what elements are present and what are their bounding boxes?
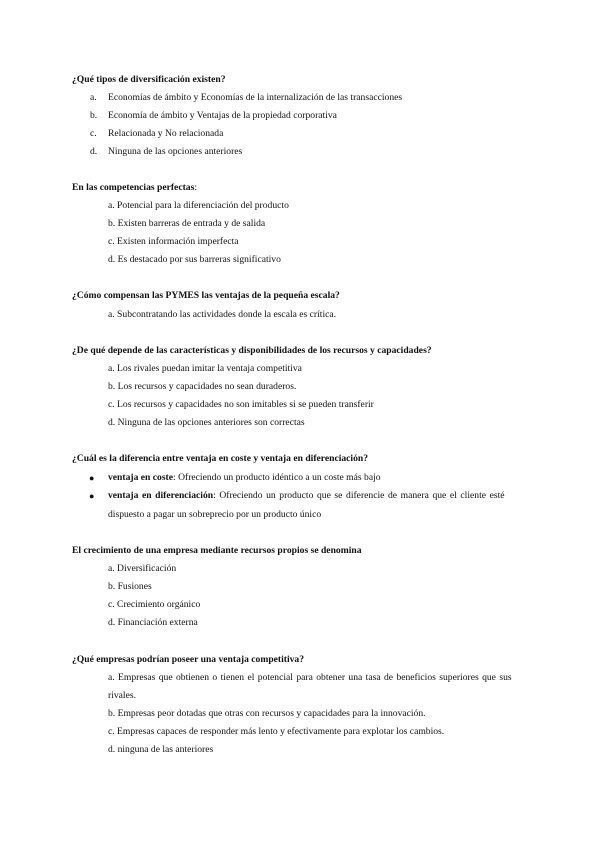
question-6-title: El crecimiento de una empresa mediante recursos propios se denomina xyxy=(72,545,362,556)
q2-option-a: a. Potencial para la diferenciación del producto xyxy=(108,200,289,211)
question-4-title: ¿De qué depende de las características y disponibilidades de los recursos y capacidades? xyxy=(72,345,432,356)
q6-option-d: d. Financiación externa xyxy=(108,617,198,628)
q4-option-d: d. Ninguna de las opciones anteriores son correctas xyxy=(108,417,305,428)
question-5-title: ¿Cuál es la diferencia entre ventaja en coste y ventaja en diferenciación? xyxy=(72,453,369,464)
q4-option-a: a. Los rivales puedan imitar la ventaja competitiva xyxy=(108,363,302,374)
q4-option-b: b. Los recursos y capacidades no sean duraderos. xyxy=(108,381,297,392)
q1-option-a-marker: a. xyxy=(90,92,97,103)
q5-bullet-diff-text: : Ofreciendo un producto que se diferencie de manera que el cliente esté xyxy=(213,490,505,501)
q1-option-c: Relacionada y No relacionada xyxy=(108,128,224,139)
question-2-title-colon: : xyxy=(194,182,197,193)
q5-bullet-diff xyxy=(108,487,528,505)
q4-option-c: c. Los recursos y capacidades no son imitables si se pueden transferir xyxy=(108,399,374,410)
q6-option-a: a. Diversificación xyxy=(108,563,177,574)
q7-option-a-line2: rivales. xyxy=(108,690,136,701)
q2-option-c: c. Existen información imperfecta xyxy=(108,236,239,247)
q1-option-b-marker: b. xyxy=(90,110,98,121)
q1-option-d: Ninguna de las opciones anteriores xyxy=(108,146,243,157)
q7-option-d: d. ninguna de las anteriores xyxy=(108,744,214,755)
question-2-title xyxy=(72,179,532,197)
q1-option-c-marker: c. xyxy=(90,128,97,139)
question-1-title: ¿Qué tipos de diversificación existen? xyxy=(72,74,226,85)
q2-option-d: d. Es destacado por sus barreras significativo xyxy=(108,254,281,265)
question-7-title: ¿Qué empresas podrían poseer una ventaja competitiva? xyxy=(72,654,305,665)
q5-bullet-cost-term: ventaja en coste xyxy=(108,472,174,483)
q6-option-b: b. Fusiones xyxy=(108,581,152,592)
q5-bullet-diff-term: ventaja en diferenciación xyxy=(108,490,214,501)
q1-option-d-marker: d. xyxy=(90,146,98,157)
bullet-icon: ● xyxy=(89,473,95,483)
q6-option-c: c. Crecimiento orgánico xyxy=(108,599,201,610)
bullet-icon: ● xyxy=(89,491,95,501)
q5-bullet-cost xyxy=(108,469,528,487)
q1-option-a: Economías de ámbito y Economías de la internalización de las transacciones xyxy=(108,92,403,103)
q7-option-c: c. Empresas capaces de responder más lento y efectivamente para explotar los cambios. xyxy=(108,726,445,737)
q1-option-b: Economía de ámbito y Ventajas de la propiedad corporativa xyxy=(108,110,337,121)
q5-bullet-diff-line2: dispuesto a pagar un sobreprecio por un producto único xyxy=(108,509,322,520)
question-3-title: ¿Cómo compensan las PYMES las ventajas de la pequeña escala? xyxy=(72,290,340,301)
q7-option-b: b. Empresas peor dotadas que otras con recursos y capacidades para la innovación. xyxy=(108,708,426,719)
q5-bullet-cost-text: : Ofreciendo un producto idéntico a un coste más bajo xyxy=(173,472,381,483)
q7-option-a-line1: a. Empresas que obtienen o tienen el potencial para obtener una tasa de beneficios superiores que sus xyxy=(108,672,512,683)
q2-option-b: b. Existen barreras de entrada y de salida xyxy=(108,218,266,229)
question-2-title-text: En las competencias perfectas xyxy=(72,182,195,193)
q3-option-a: a. Subcontratando las actividades donde la escala es crítica. xyxy=(108,309,337,320)
